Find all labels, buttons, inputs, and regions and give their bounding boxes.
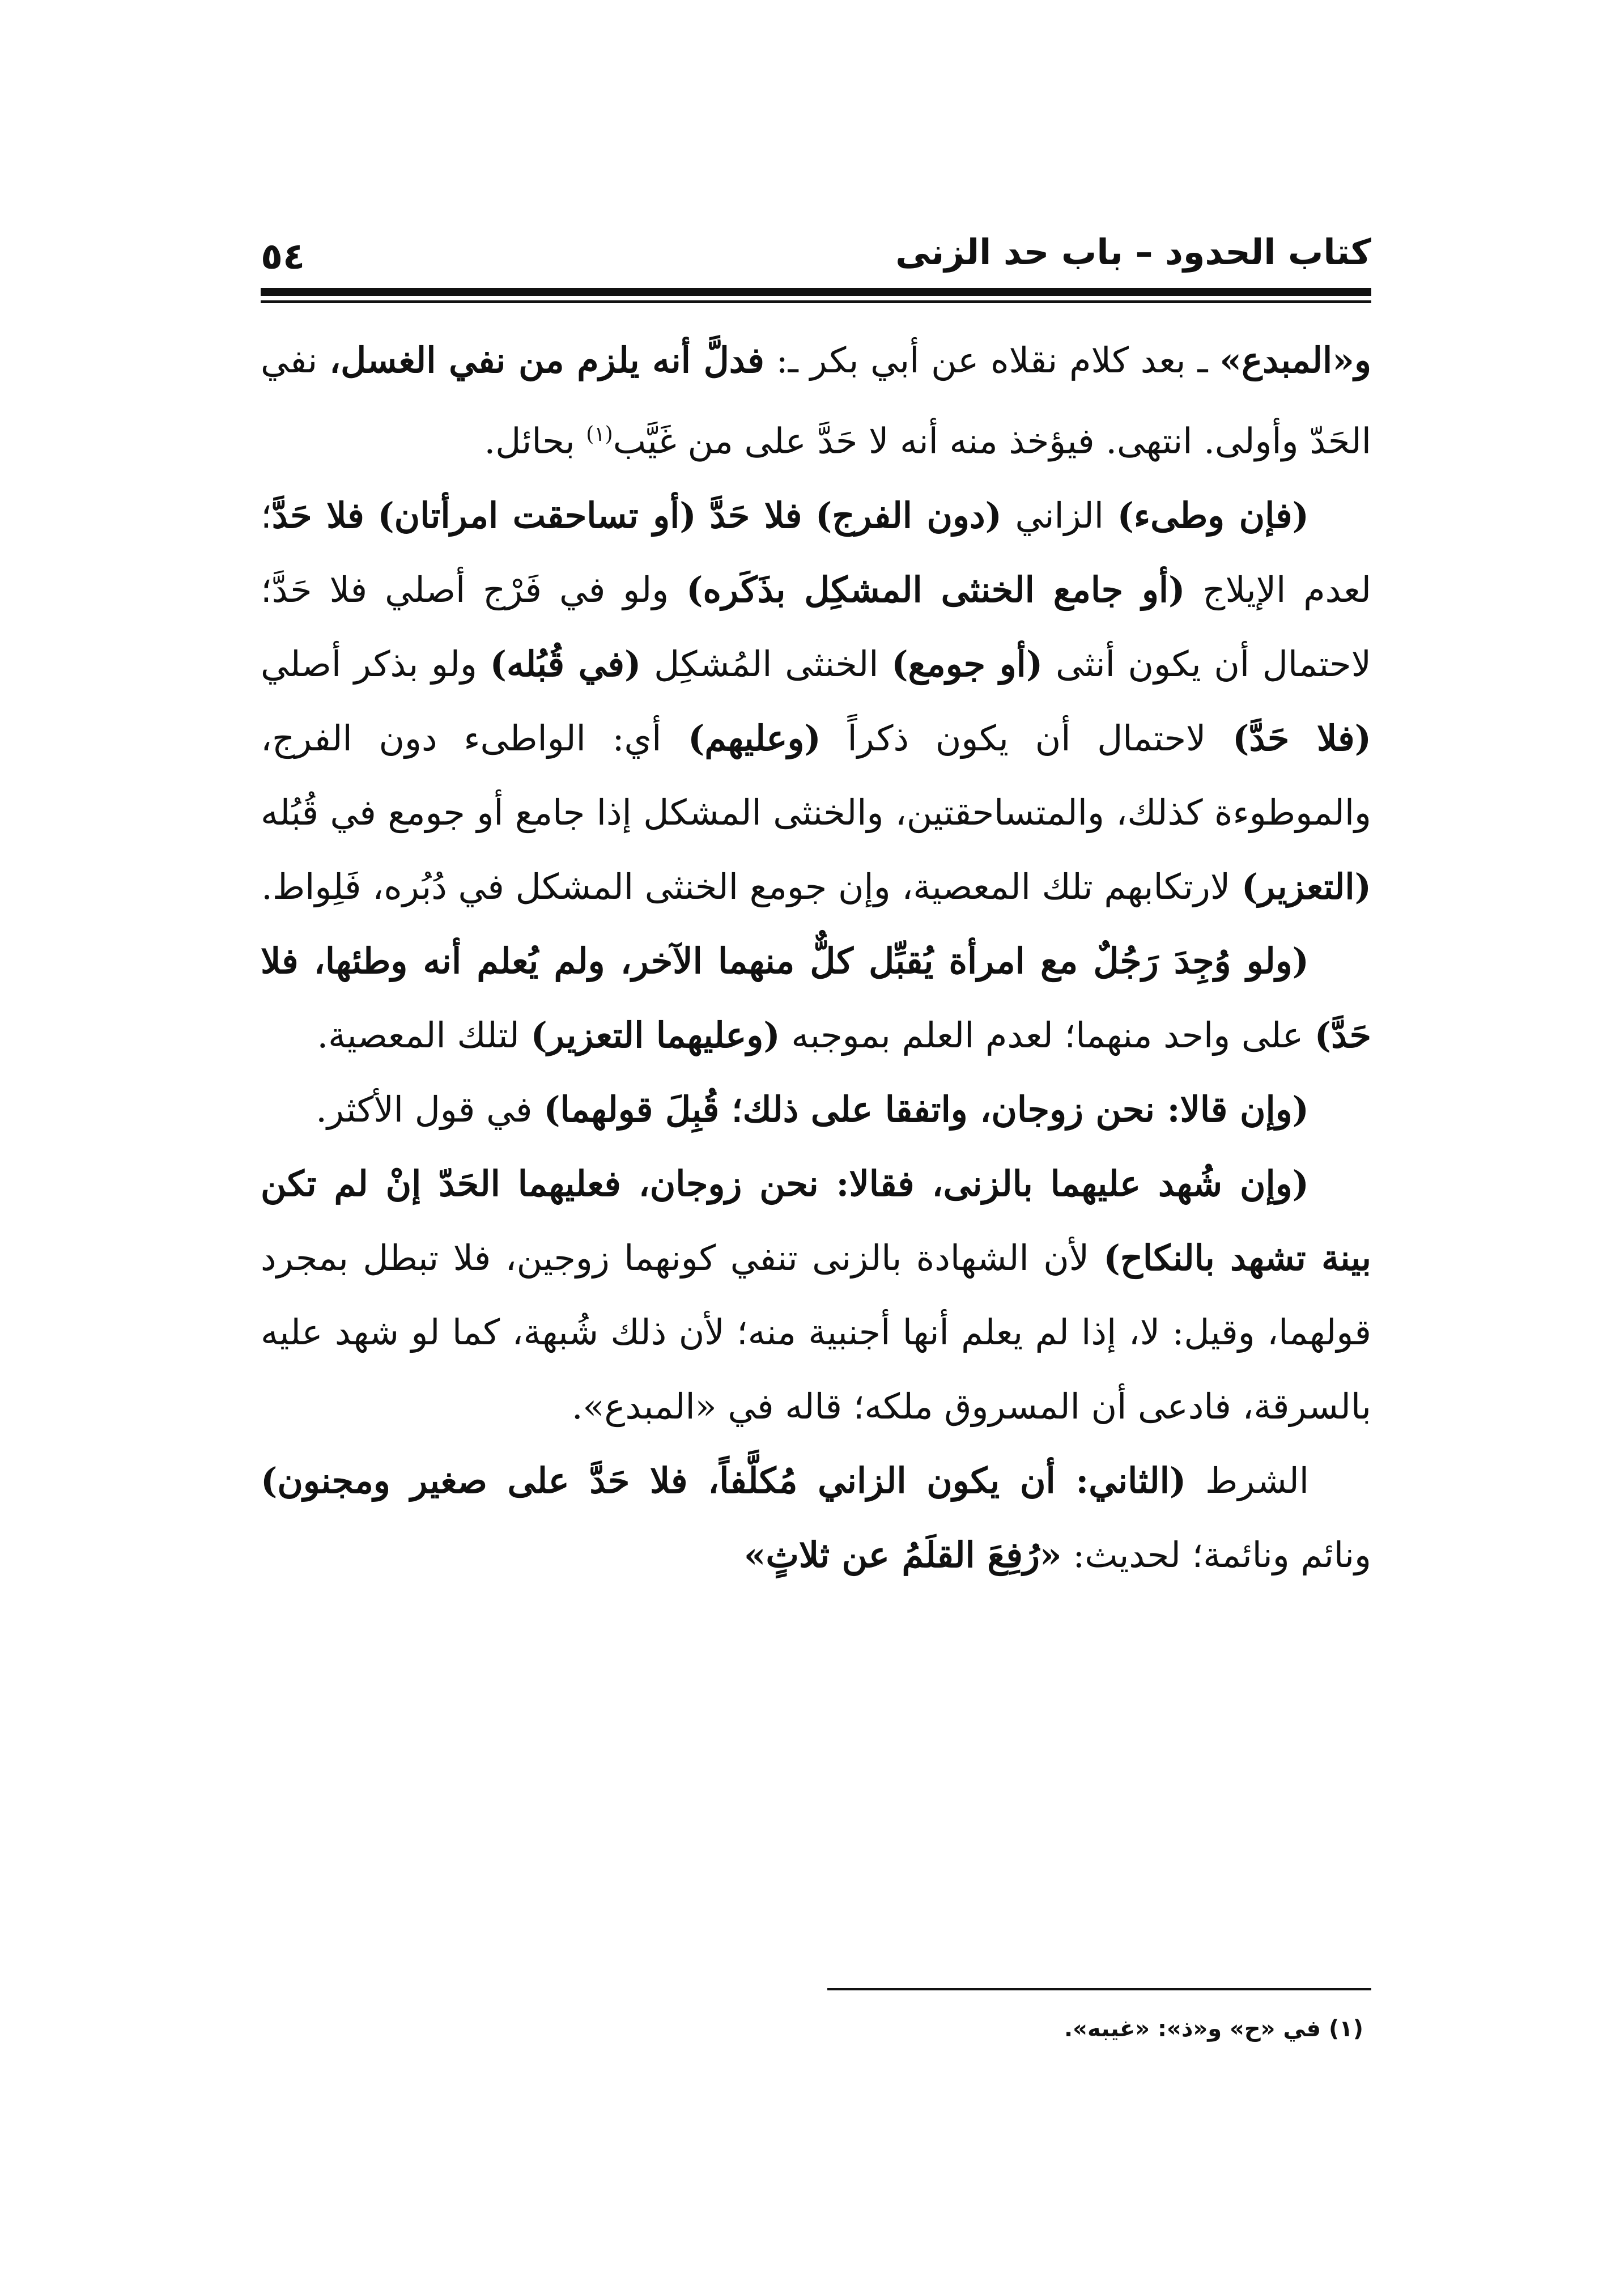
bold-text-run: (دون الفرج) xyxy=(815,494,1002,536)
bold-text-run: (فلا حَدَّ) xyxy=(1232,717,1371,759)
bold-text-run: (ولو وُجِدَ رَجُلٌ مع امرأة يُقبِّل كلٌّ منهما الآخر، ولم يُعلم أنه وطئها، فلا حَدَّ) xyxy=(261,940,1371,1056)
text-run: لتلك المعصية. xyxy=(317,1014,531,1056)
text-run: لأن الشهادة بالزنى تنفي كونهما زوجين، فلا تبطل بمجرد قولهما، وقيل: لا، إذا لم يعلم أنها أجنبية منه؛ لأن ذلك شُبهة، كما لو شهد عليه بالسرقة، فادعى أن المسروق ملكه؛ قاله في «المبدع». xyxy=(261,1237,1371,1427)
text-run xyxy=(802,495,815,536)
paragraph xyxy=(261,1072,1371,1146)
text-run: الزاني xyxy=(1001,494,1117,536)
footnote-separator xyxy=(827,1988,1371,1990)
paragraph xyxy=(261,323,1371,478)
text-run: ولو بذكر أصلي xyxy=(261,643,490,685)
bold-text-run: (وإن شُهد عليهما بالزنى، فقالا: نحن زوجان، فعليهما الحَدّ إنْ لم تكن بينة تشهد بالنكاح) xyxy=(261,1162,1371,1279)
text-run xyxy=(696,495,710,536)
text-run: ـ بعد كلام نقلاه عن أبي بكر ـ: xyxy=(764,339,1220,381)
paragraph xyxy=(261,1146,1371,1443)
bold-text-run: (أو تساحقت امرأتان) xyxy=(377,494,696,536)
bold-text-run: (في قُبُله) xyxy=(490,643,641,685)
header-rule-thick xyxy=(261,288,1371,296)
bold-text-run: «رُفِعَ القلَمُ عن ثلاثٍ» xyxy=(743,1534,1062,1576)
bold-text-run: (فإن وطىء) xyxy=(1117,494,1309,536)
bold-text-run: (أو جومع) xyxy=(891,643,1043,685)
footnote: (١) في «ح» و«ذ»: «غيبه». xyxy=(1064,2016,1363,2042)
bold-text-run: فلا حَدَّ xyxy=(271,494,364,536)
bold-text-run: (الثاني: أن يكون الزاني مُكلَّفاً، فلا حَدَّ على صغير ومجنون) xyxy=(261,1459,1187,1501)
bold-text-run: (وإن قالا: نحن زوجان، واتفقا على ذلك؛ قُبِلَ قولهما) xyxy=(543,1088,1309,1130)
bold-text-run: (وعليهما التعزير) xyxy=(530,1014,780,1056)
text-run: الخنثى المُشكِل xyxy=(641,643,892,685)
text-run: نفي الحَدّ وأولى. انتهى. فيؤخذ منه أنه لا حَدَّ على من غَيَّب xyxy=(261,339,1371,462)
text-run: ولو في فَرْج أصلي فلا حَدَّ؛ لاحتمال أن يكون أنثى xyxy=(261,568,1371,685)
page-number: ٥٤ xyxy=(261,236,305,278)
header-rule-thin xyxy=(261,300,1371,303)
text-run: بحائل. xyxy=(484,420,586,462)
text-run: ؛ لعدم الإيلاج xyxy=(261,494,1371,610)
text-run: على واحد منهما؛ لعدم العلم بموجبه xyxy=(780,1014,1315,1056)
footnote-marker: (١) xyxy=(586,423,613,446)
text-run: أي: الواطىء دون الفرج، والموطوءة كذلك، والمتساحقتين، والخنثى المشكل إذا جامع أو جومع في قُبُله xyxy=(261,717,1371,833)
bold-text-run: و«المبدع» xyxy=(1219,339,1371,381)
text-run: في قول الأكثر. xyxy=(316,1088,544,1130)
running-title: كتاب الحدود – باب حد الزنى xyxy=(895,231,1371,273)
text-run: الشرط xyxy=(1186,1459,1309,1501)
text-run xyxy=(364,495,378,536)
bold-text-run: فدلَّ أنه يلزم من نفي الغسل، xyxy=(329,339,764,381)
page-header xyxy=(261,227,1371,295)
text-run: لاحتمال أن يكون ذكراً xyxy=(820,717,1233,759)
paragraph xyxy=(261,924,1371,1072)
bold-text-run: (أو جامع الخنثى المشكِل بذَكَره) xyxy=(686,568,1185,610)
bold-text-run: (التعزير) xyxy=(1241,865,1371,907)
text-run: لارتكابهم تلك المعصية، وإن جومع الخنثى المشكل في دُبُره، فَلِواط. xyxy=(261,865,1242,907)
text-run: ونائم ونائمة؛ لحديث: xyxy=(1061,1534,1371,1576)
paragraph xyxy=(261,1443,1371,1592)
body-text xyxy=(261,323,1371,1592)
bold-text-run: فلا حَدَّ xyxy=(709,494,802,536)
bold-text-run: (وعليهم) xyxy=(688,717,821,759)
paragraph xyxy=(261,478,1371,924)
